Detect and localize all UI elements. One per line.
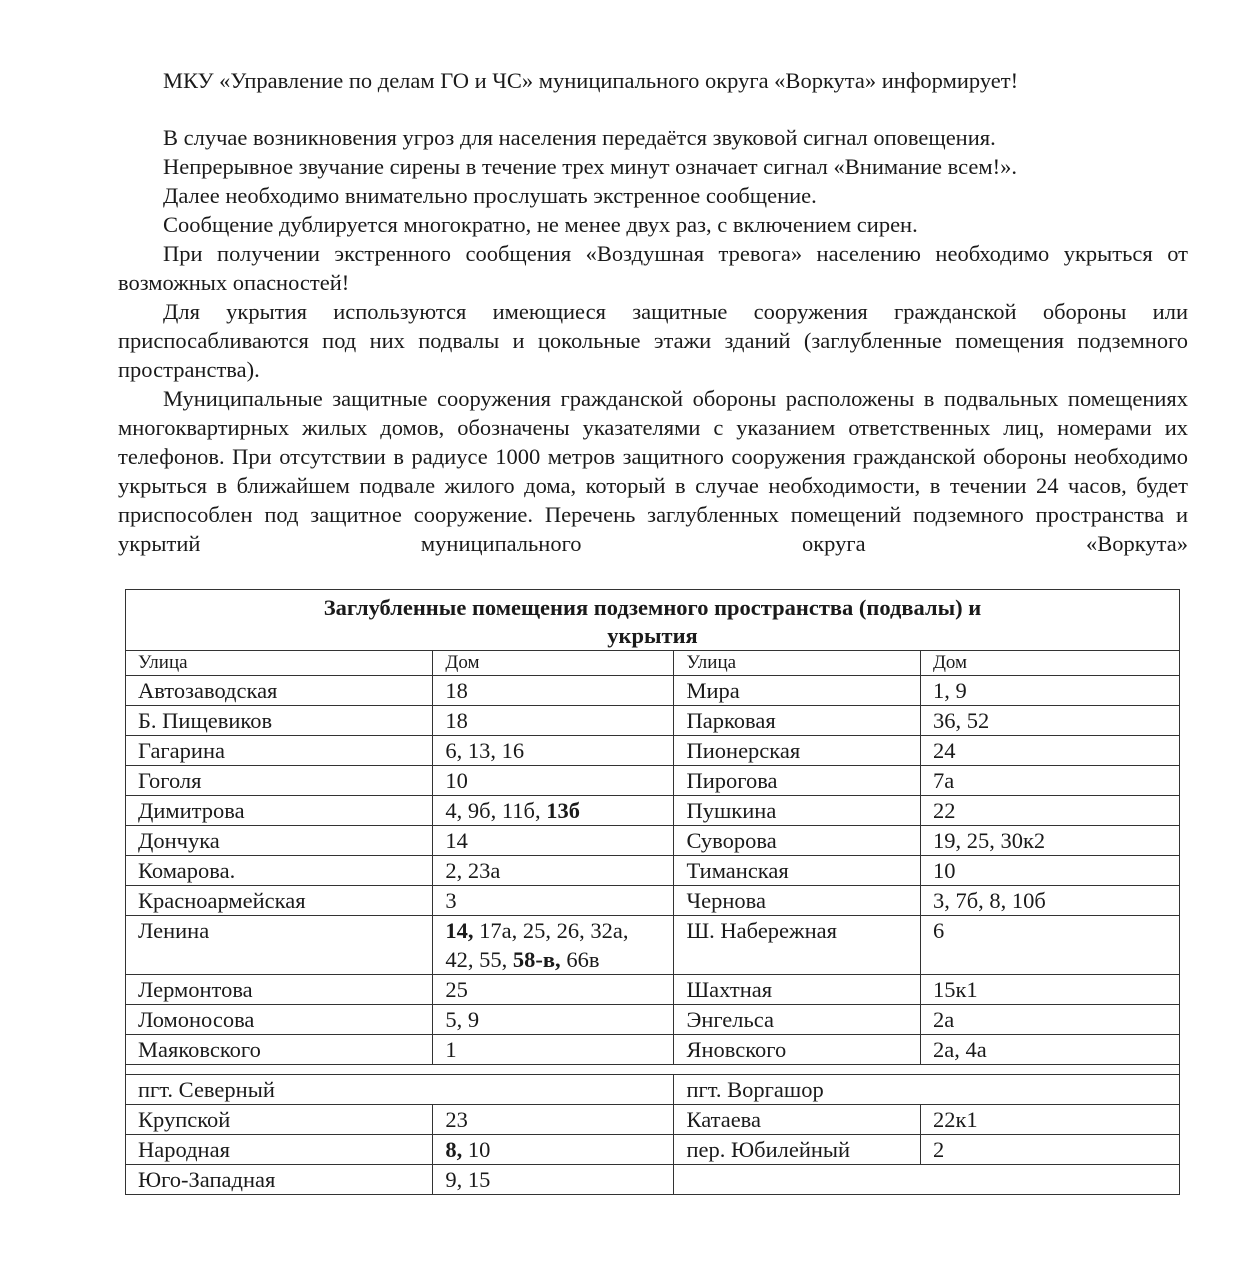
street-cell: Красноармейская bbox=[126, 886, 433, 916]
street-cell: Парковая bbox=[674, 706, 920, 736]
house-number-bold: 8, bbox=[445, 1137, 463, 1162]
spacer-cell bbox=[126, 1065, 1180, 1075]
street-cell: Яновского bbox=[674, 1035, 920, 1065]
house-cell: 3 bbox=[433, 886, 674, 916]
table-row bbox=[126, 856, 1180, 886]
table-row bbox=[126, 1035, 1180, 1065]
house-cell: 1 bbox=[433, 1035, 674, 1065]
house-cell: 2а bbox=[920, 1005, 1179, 1035]
table-row bbox=[126, 766, 1180, 796]
street-cell: Маяковского bbox=[126, 1035, 433, 1065]
table-row bbox=[126, 736, 1180, 766]
house-number: 10 bbox=[462, 1137, 491, 1162]
paragraph: Непрерывное звучание сирены в течение трех минут означает сигнал «Внимание всем!». bbox=[163, 154, 1017, 179]
table-row bbox=[126, 1005, 1180, 1035]
house-cell: 19, 25, 30к2 bbox=[920, 826, 1179, 856]
street-cell: Комарова. bbox=[126, 856, 433, 886]
street-cell: Катаева bbox=[674, 1105, 920, 1135]
house-cell: 10 bbox=[920, 856, 1179, 886]
street-cell: Лермонтова bbox=[126, 975, 433, 1005]
street-cell: Суворова bbox=[674, 826, 920, 856]
house-cell bbox=[433, 916, 674, 975]
column-header-street: Улица bbox=[674, 651, 920, 676]
street-cell: пер. Юбилейный bbox=[674, 1135, 920, 1165]
house-number: 42, 55, bbox=[445, 947, 513, 972]
paragraph: Муниципальные защитные сооружения гражданской обороны расположены в подвальных помещениях многоквартирных жилых домов, обозначены указателями с указанием ответственных лиц, номерами их телефонов. При отсутствии в радиусе 1000 метров защитного сооружения гражданской обороны необходимо укрыться в ближайшем подвале жилого дома, который в случае необходимости, в течении 24 часов, будет приспособлен под защитное сооружение. Перечень заглубленных помещений подземного пространства и укрытий муниципального округа «Воркута» bbox=[118, 386, 1188, 556]
house-cell: 36, 52 bbox=[920, 706, 1179, 736]
street-cell: Б. Пищевиков bbox=[126, 706, 433, 736]
street-cell: Ш. Набережная bbox=[674, 916, 920, 975]
paragraph: Сообщение дублируется многократно, не менее двух раз, с включением сирен. bbox=[163, 212, 918, 237]
table-row bbox=[126, 975, 1180, 1005]
house-cell: 2а, 4а bbox=[920, 1035, 1179, 1065]
table-row bbox=[126, 886, 1180, 916]
house-cell: 18 bbox=[433, 706, 674, 736]
street-cell: Дончука bbox=[126, 826, 433, 856]
street-cell: Гоголя bbox=[126, 766, 433, 796]
street-cell: Пирогова bbox=[674, 766, 920, 796]
shelters-table bbox=[125, 589, 1180, 1195]
house-cell: 3, 7б, 8, 10б bbox=[920, 886, 1179, 916]
house-cell: 1, 9 bbox=[920, 676, 1179, 706]
paragraph: В случае возникновения угроз для населения передаётся звуковой сигнал оповещения. bbox=[163, 125, 996, 150]
table-row bbox=[126, 826, 1180, 856]
empty-cell bbox=[674, 1165, 1180, 1195]
house-cell: 22к1 bbox=[920, 1105, 1179, 1135]
house-cell: 22 bbox=[920, 796, 1179, 826]
column-header-house: Дом bbox=[920, 651, 1179, 676]
house-number: 66в bbox=[560, 947, 600, 972]
house-cell bbox=[433, 1135, 674, 1165]
street-cell: Мира bbox=[674, 676, 920, 706]
street-cell: Пушкина bbox=[674, 796, 920, 826]
house-cell: 25 bbox=[433, 975, 674, 1005]
table-spacer-row bbox=[126, 1065, 1180, 1075]
street-cell: Ломоносова bbox=[126, 1005, 433, 1035]
paragraph: Далее необходимо внимательно прослушать экстренное сообщение. bbox=[163, 183, 817, 208]
paragraph: Для укрытия используются имеющиеся защитные сооружения гражданской обороны или приспосабливаются под них подвалы и цокольные этажи зданий (заглубленные помещения подземного пространства). bbox=[118, 299, 1188, 382]
table-row bbox=[126, 706, 1180, 736]
street-cell: Шахтная bbox=[674, 975, 920, 1005]
house-cell: 15к1 bbox=[920, 975, 1179, 1005]
house-number: 17а, 25, 26, 32а, bbox=[473, 918, 629, 943]
notice-text bbox=[118, 66, 1188, 558]
column-header-street: Улица bbox=[126, 651, 433, 676]
table-row bbox=[126, 1135, 1180, 1165]
table-title-line: укрытия bbox=[607, 623, 698, 648]
house-cell: 24 bbox=[920, 736, 1179, 766]
house-number-bold: 58-в, bbox=[512, 947, 561, 972]
street-cell: Пионерская bbox=[674, 736, 920, 766]
street-cell: Автозаводская bbox=[126, 676, 433, 706]
house-number: 4, 9б, 11б, bbox=[445, 798, 547, 823]
street-cell: Тиманская bbox=[674, 856, 920, 886]
house-cell: 10 bbox=[433, 766, 674, 796]
street-cell: Ленина bbox=[126, 916, 433, 975]
house-number-bold: 14, bbox=[445, 918, 474, 943]
house-cell: 9, 15 bbox=[433, 1165, 674, 1195]
table-row bbox=[126, 676, 1180, 706]
house-cell: 18 bbox=[433, 676, 674, 706]
paragraph: При получении экстренного сообщения «Воздушная тревога» населению необходимо укрыться от возможных опасностей! bbox=[118, 241, 1188, 295]
street-cell: Чернова bbox=[674, 886, 920, 916]
table-row bbox=[126, 916, 1180, 975]
house-cell: 6 bbox=[920, 916, 1179, 975]
house-cell: 5, 9 bbox=[433, 1005, 674, 1035]
table-row bbox=[126, 1105, 1180, 1135]
table-title-line: Заглубленные помещения подземного пространства (подвалы) и bbox=[323, 595, 982, 620]
house-cell bbox=[433, 796, 674, 826]
house-cell: 2, 23а bbox=[433, 856, 674, 886]
house-cell: 14 bbox=[433, 826, 674, 856]
street-cell: Энгельса bbox=[674, 1005, 920, 1035]
section-header-row bbox=[126, 1075, 1180, 1105]
house-cell: 2 bbox=[920, 1135, 1179, 1165]
house-cell: 7а bbox=[920, 766, 1179, 796]
street-cell: Гагарина bbox=[126, 736, 433, 766]
table-header-row bbox=[126, 651, 1180, 676]
table-row bbox=[126, 796, 1180, 826]
notice-heading: МКУ «Управление по делам ГО и ЧС» муниципального округа «Воркута» информирует! bbox=[163, 68, 1019, 93]
section-title-vorgashor: пгт. Воргашор bbox=[674, 1075, 1180, 1105]
street-cell: Народная bbox=[126, 1135, 433, 1165]
street-cell: Крупской bbox=[126, 1105, 433, 1135]
column-header-house: Дом bbox=[433, 651, 674, 676]
house-cell: 6, 13, 16 bbox=[433, 736, 674, 766]
street-cell: Юго-Западная bbox=[126, 1165, 433, 1195]
house-number-bold: 13б bbox=[546, 798, 580, 823]
street-cell: Димитрова bbox=[126, 796, 433, 826]
house-cell: 23 bbox=[433, 1105, 674, 1135]
table-row bbox=[126, 1165, 1180, 1195]
table-title bbox=[126, 590, 1180, 651]
section-title-severny: пгт. Северный bbox=[126, 1075, 674, 1105]
